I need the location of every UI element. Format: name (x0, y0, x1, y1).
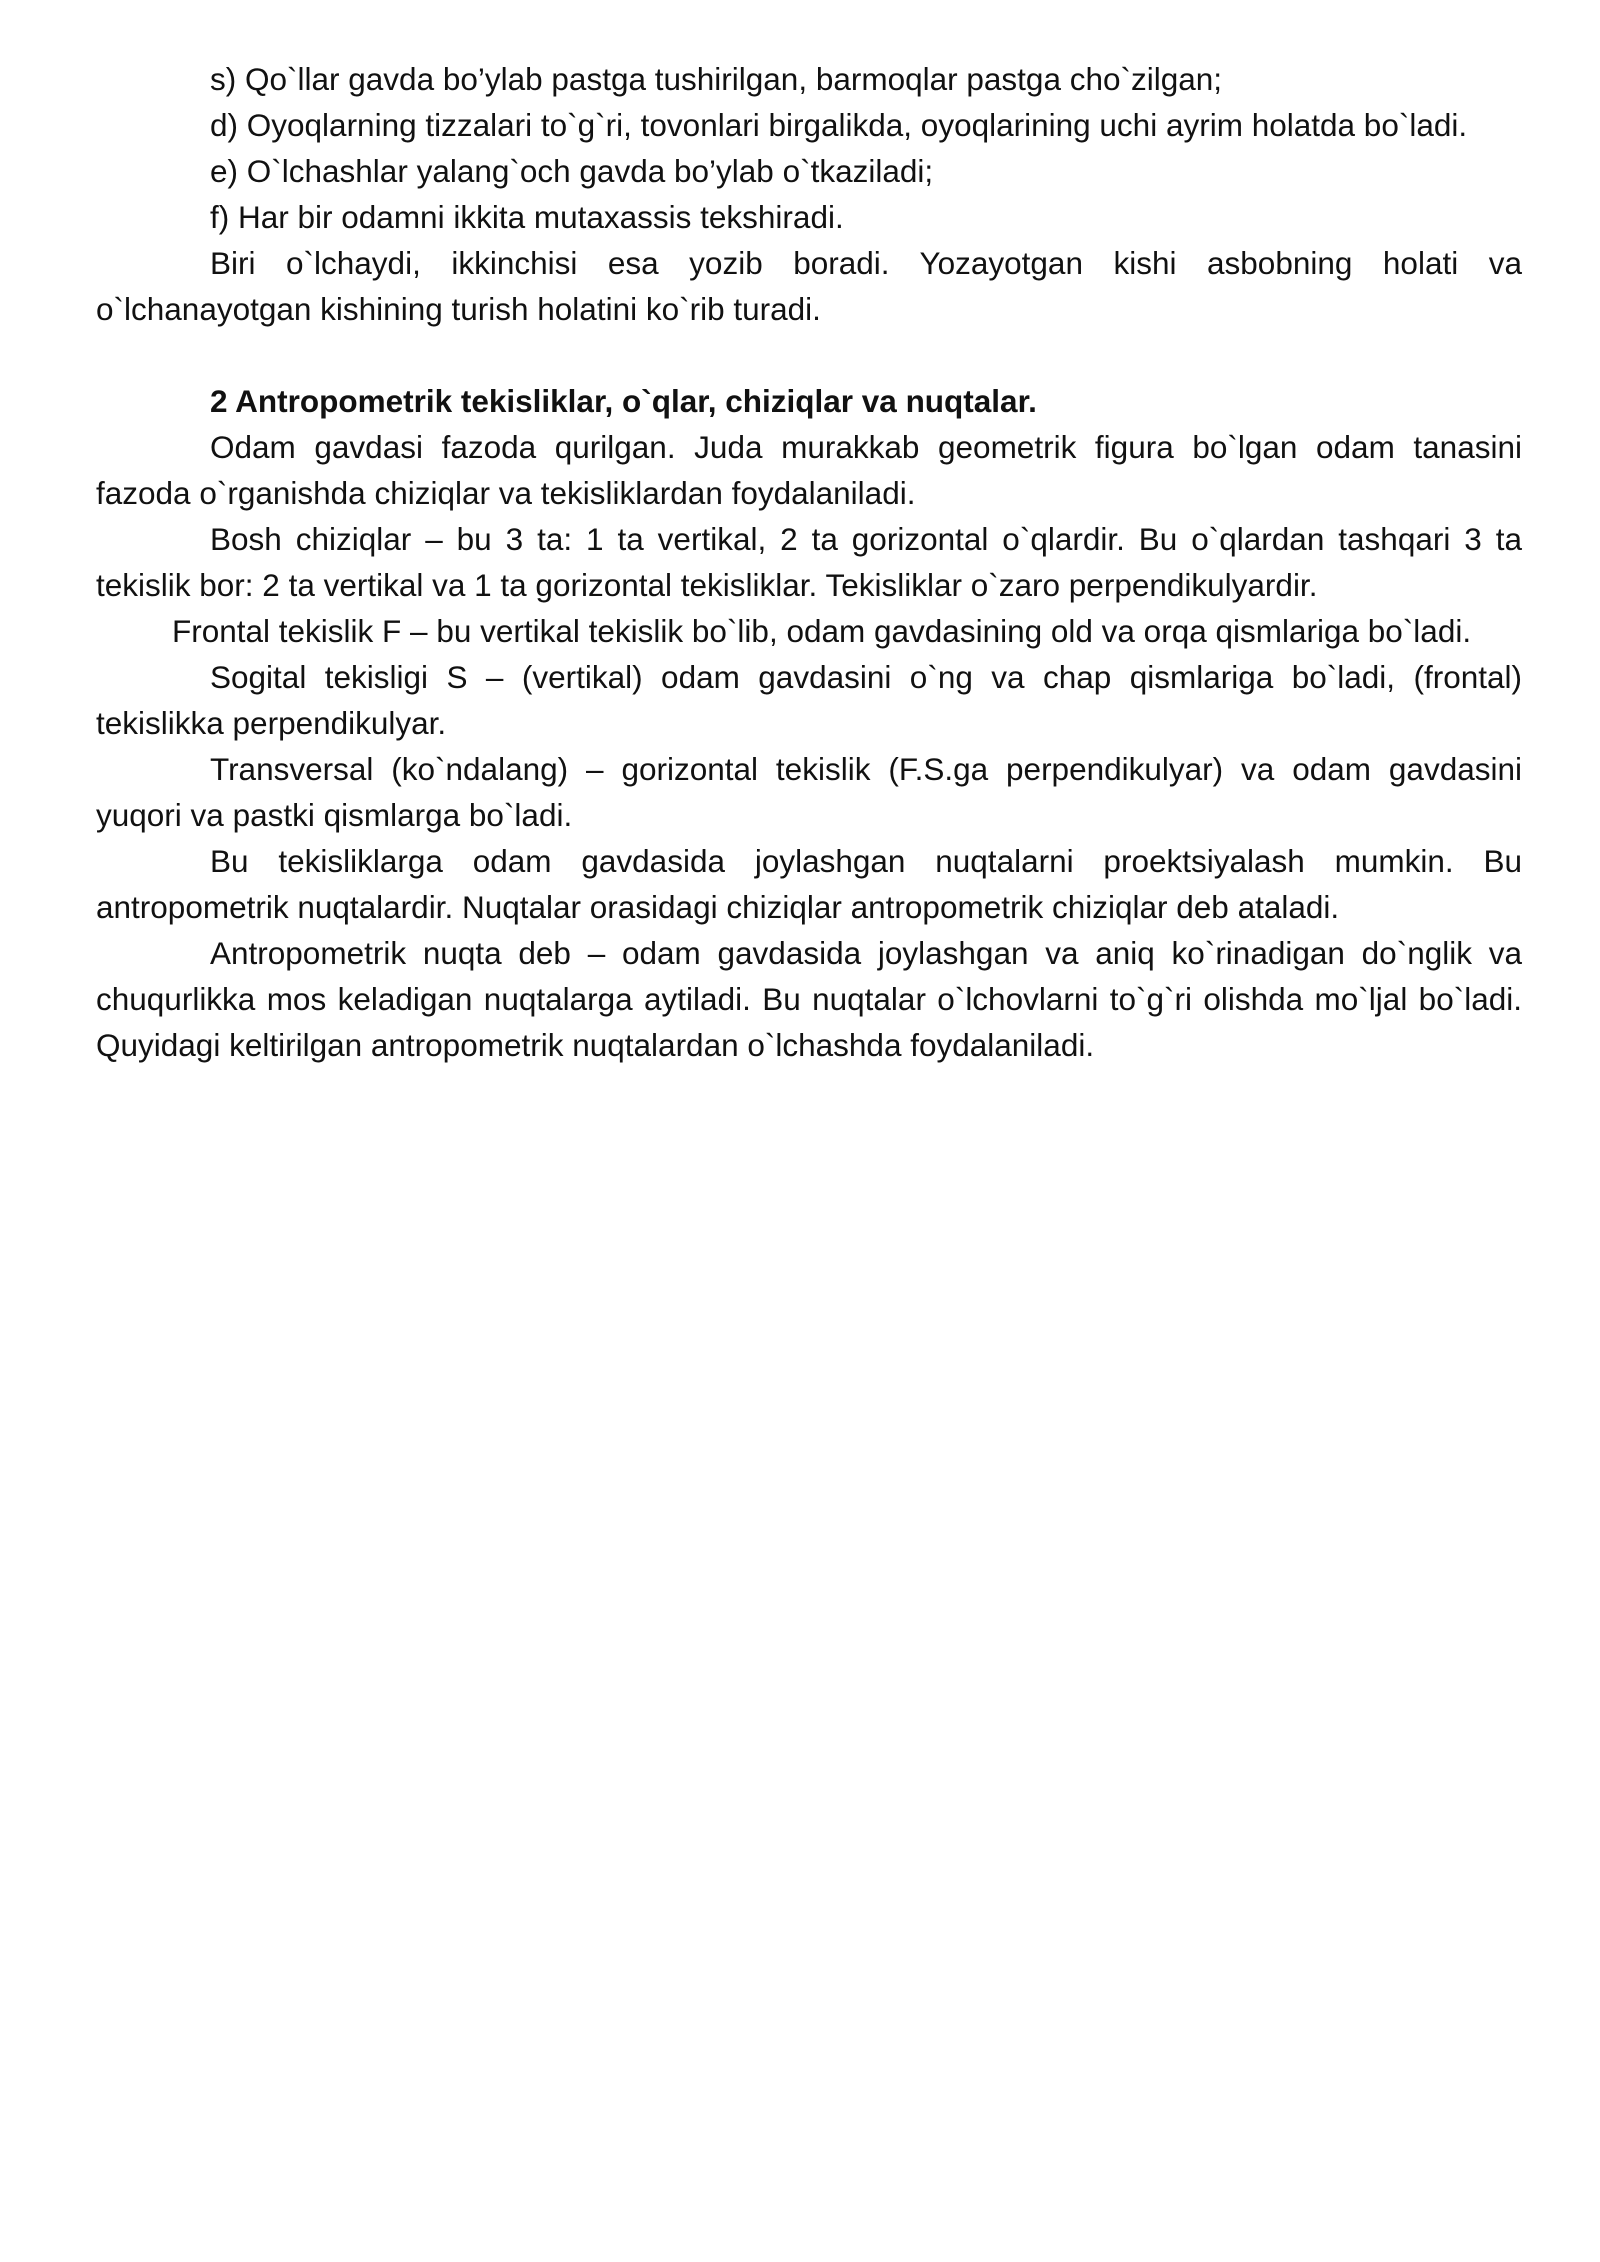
section-heading: 2 Antropometrik tekisliklar, o`qlar, chiziqlar va nuqtalar. (210, 383, 1037, 419)
body-paragraph: Antropometrik nuqta deb – odam gavdasida joylashgan va aniq ko`rinadigan do`nglik va chuqurlikka mos keladigan nuqtalarga aytiladi. Bu nuqtalar o`lchovlarni to`g`ri olishda mo`ljal bo`ladi. Quyidagi keltirilgan antropometrik nuqtalardan o`lchashda foydalaniladi. (96, 935, 1522, 1063)
body-paragraph: Bu tekisliklarga odam gavdasida joylashgan nuqtalarni proektsiyalash mumkin. Bu antropometrik nuqtalardir. Nuqtalar orasidagi chiziqlar antropometrik chiziqlar deb ataladi. (96, 843, 1522, 925)
measurement-note-paragraph: Biri o`lchaydi, ikkinchisi esa yozib boradi. Yozayotgan kishi asbobning holati va o`lchanayotgan kishining turish holatini ko`rib turadi. (96, 245, 1522, 327)
body-paragraph: Transversal (ko`ndalang) – gorizontal tekislik (F.S.ga perpendikulyar) va odam gavdasini yuqori va pastki qismlarga bo`ladi. (96, 751, 1522, 833)
list-item-f: f) Har bir odamni ikkita mutaxassis tekshiradi. (210, 199, 844, 235)
document-page (96, 56, 1522, 1068)
body-paragraph: Odam gavdasi fazoda qurilgan. Juda murakkab geometrik figura bo`lgan odam tanasini fazoda o`rganishda chiziqlar va tekisliklardan foydalaniladi. (96, 429, 1522, 511)
body-paragraph: Bosh chiziqlar – bu 3 ta: 1 ta vertikal, 2 ta gorizontal o`qlardir. Bu o`qlardan tashqari 3 ta tekislik bor: 2 ta vertikal va 1 ta gorizontal tekisliklar. Tekisliklar o`zaro perpendikulyardir. (96, 521, 1522, 603)
list-item-d: d) Oyoqlarning tizzalari to`g`ri, tovonlari birgalikda, oyoqlarining uchi ayrim holatda bo`ladi. (210, 107, 1468, 143)
body-paragraph: Frontal tekislik F – bu vertikal tekislik bo`lib, odam gavdasining old va orqa qismlariga bo`ladi. (172, 613, 1472, 649)
body-paragraph: Sogital tekisligi S – (vertikal) odam gavdasini o`ng va chap qismlariga bo`ladi, (frontal) tekislikka perpendikulyar. (96, 659, 1522, 741)
list-item-s: s) Qo`llar gavda bo’ylab pastga tushirilgan, barmoqlar pastga cho`zilgan; (210, 61, 1223, 97)
list-item-e: e) O`lchashlar yalang`och gavda bo’ylab o`tkaziladi; (210, 153, 934, 189)
